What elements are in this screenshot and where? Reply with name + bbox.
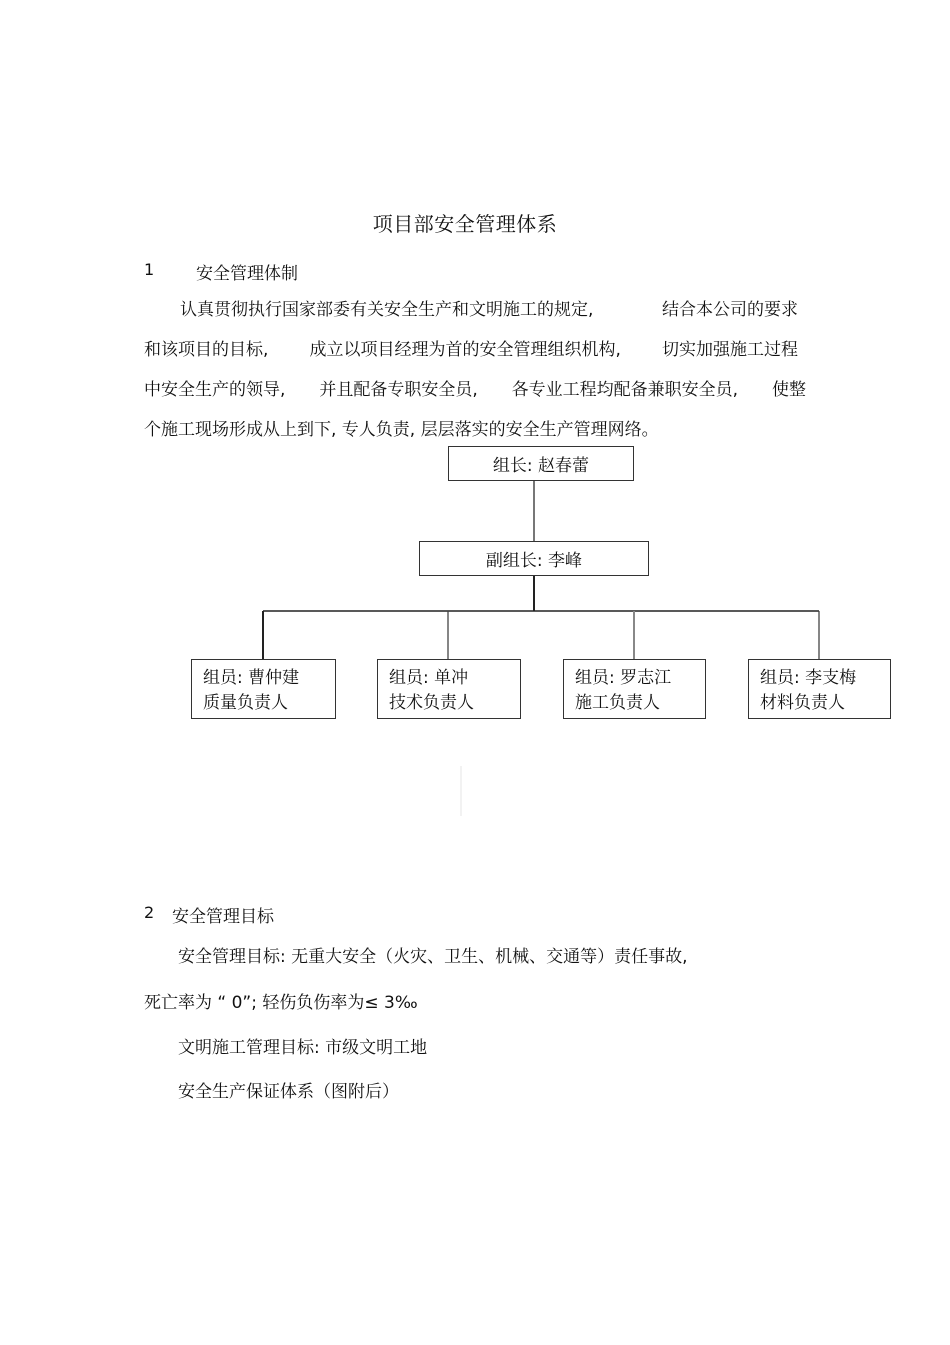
section-1-heading: 安全管理体制 [196,264,298,284]
member-role: 质量负责人 [203,693,288,713]
text-segment: 和该项目的目标, [144,340,269,360]
member-role: 施工负责人 [575,693,660,713]
deputy-box [419,541,649,576]
section-1-number: 1 [144,260,155,279]
safety-system-note: 安全生产保证体系（图附后） [178,1082,399,1102]
text-segment: 中安全生产的领导, [144,380,286,400]
member-name: 组员: 罗志江 [575,668,672,688]
section-2-heading: 安全管理目标 [172,907,274,927]
text-segment: 切实加强施工过程 [662,340,798,360]
member-name: 组员: 单冲 [389,668,469,688]
member-name: 组员: 曹仲建 [203,668,300,688]
leader-box [448,446,634,481]
member-role: 材料负责人 [760,693,845,713]
member-role: 技术负责人 [389,693,474,713]
member-box-2 [377,659,521,719]
member-box-4 [748,659,891,719]
text-segment: 结合本公司的要求 [662,300,798,320]
member-name: 组员: 李支梅 [760,668,857,688]
safety-goal-line-1: 安全管理目标: 无重大安全（火灾、卫生、机械、交通等）责任事故, [178,947,688,967]
text-segment: 使整 [771,380,806,400]
text-segment: 认真贯彻执行国家部委有关安全生产和文明施工的规定, [180,300,594,320]
paragraph-line-4: 个施工现场形成从上到下, 专人负责, 层层落实的安全生产管理网络。 [144,420,659,440]
safety-goal-line-2: 死亡率为 “ 0”; 轻伤负伤率为≤ 3‰ [144,993,418,1013]
text-segment: 各专业工程均配备兼职安全员, [511,380,739,400]
text-segment: 成立以项目经理为首的安全管理组织机构, [309,340,621,360]
civil-construction-goal: 文明施工管理目标: 市级文明工地 [178,1038,428,1058]
member-box-1 [191,659,336,719]
member-box-3 [563,659,706,719]
leader-label: 组长: 赵春蕾 [492,456,590,476]
deputy-label: 副组长: 李峰 [485,551,583,571]
text-segment: 并且配备专职安全员, [319,380,478,400]
page-title: 项目部安全管理体系 [372,212,558,236]
section-2-number: 2 [144,903,155,922]
